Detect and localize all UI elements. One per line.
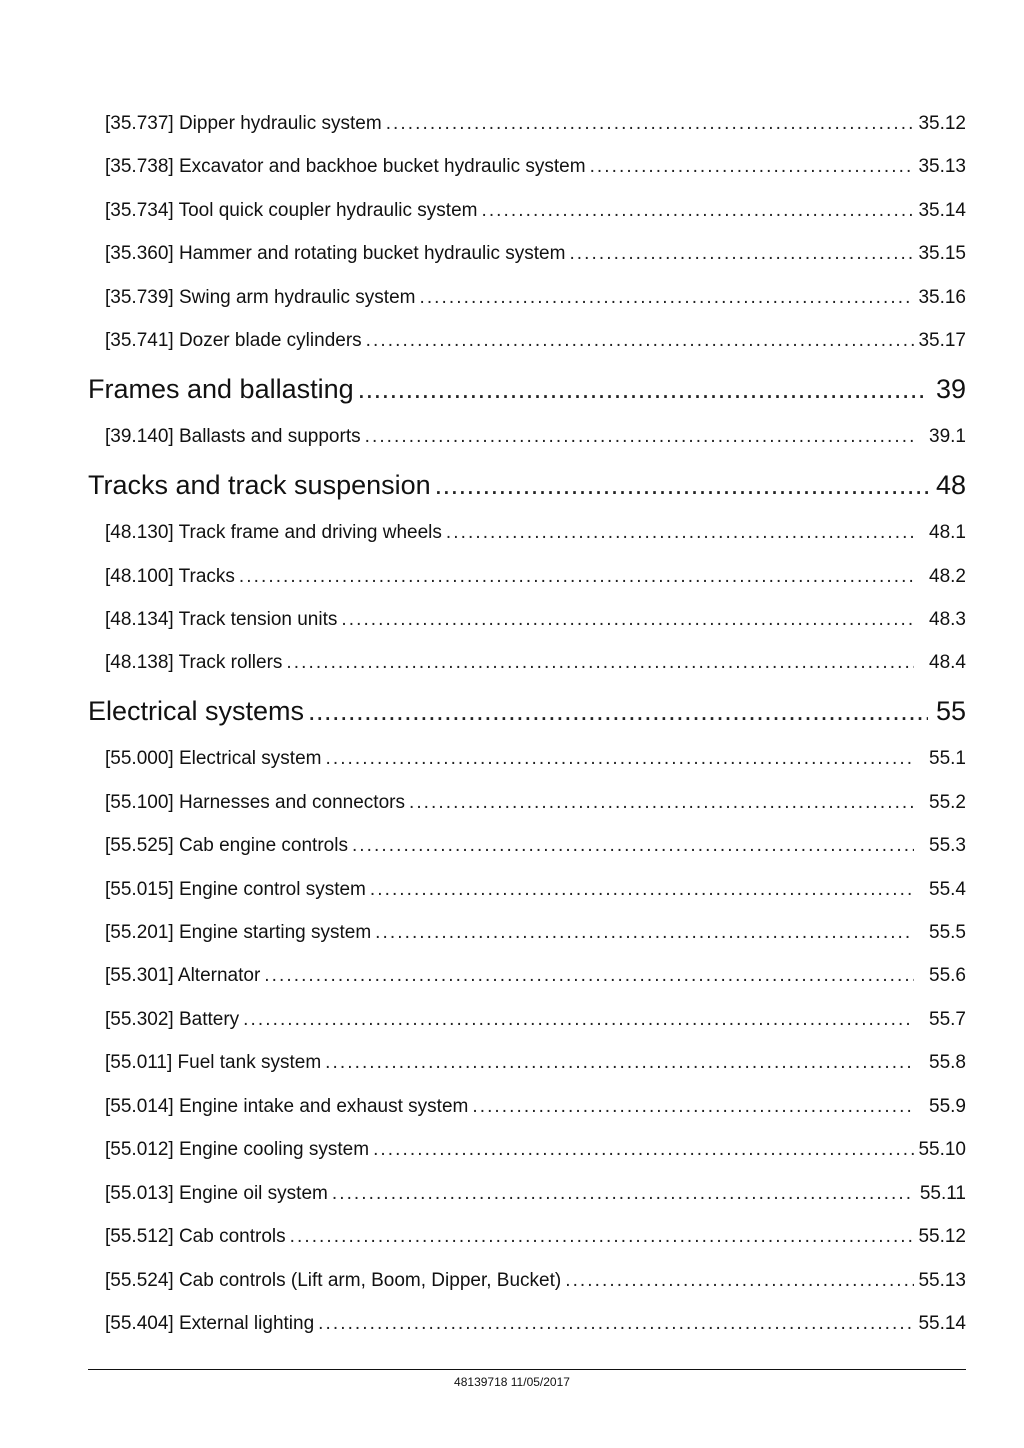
toc-entry-page: 55.4: [929, 879, 966, 900]
toc-entry-title: [39.140] Ballasts and supports: [105, 426, 361, 447]
toc-entry-title: [55.524] Cab controls (Lift arm, Boom, Dipper, Bucket): [105, 1270, 562, 1291]
leader-dots: [358, 374, 928, 405]
toc-entry-title: [35.738] Excavator and backhoe bucket hydraulic system: [105, 156, 586, 177]
toc-entry-page: 55.11: [919, 1183, 966, 1204]
toc-entry[interactable]: [105, 426, 966, 448]
toc-entry-page: 55.8: [929, 1052, 966, 1073]
toc-entry-title: [55.000] Electrical system: [105, 748, 322, 769]
leader-dots: [419, 287, 914, 309]
toc-entry[interactable]: [105, 879, 966, 901]
toc-entry-page: 35.12: [918, 113, 966, 134]
toc-entry[interactable]: [105, 1270, 966, 1292]
toc-entry-title: [55.302] Battery: [105, 1009, 240, 1030]
toc-entry-page: 55.7: [929, 1009, 966, 1030]
toc-entry-page: 48.2: [929, 566, 966, 587]
leader-dots: [264, 965, 914, 987]
toc-entry-title: [55.012] Engine cooling system: [105, 1139, 370, 1160]
toc-entry-page: 35.14: [918, 200, 966, 221]
footer-doc-ref: 48139718 11/05/2017: [454, 1375, 570, 1389]
toc-entry-page: 55.6: [929, 965, 966, 986]
toc-entry-page: 35.15: [918, 243, 966, 264]
toc-entry[interactable]: [105, 609, 966, 631]
toc-entry-page: 55.5: [929, 922, 966, 943]
toc-entry-page: 39.1: [929, 426, 966, 447]
toc-entry[interactable]: [105, 965, 966, 987]
toc-entry[interactable]: [105, 792, 966, 814]
toc-entry-title: [35.737] Dipper hydraulic system: [105, 113, 382, 134]
toc-entry[interactable]: [105, 1052, 966, 1074]
toc-entry[interactable]: [105, 1226, 966, 1248]
toc-entry[interactable]: [105, 113, 966, 135]
leader-dots: [375, 922, 914, 944]
leader-dots: [565, 1270, 914, 1292]
leader-dots: [472, 1096, 914, 1118]
toc-section-title: Electrical systems: [88, 696, 305, 726]
toc-entry-title: [55.100] Harnesses and connectors: [105, 792, 405, 813]
toc-entry[interactable]: [105, 748, 966, 770]
leader-dots: [373, 1139, 914, 1161]
leader-dots: [318, 1313, 914, 1335]
toc-entry[interactable]: [105, 156, 966, 178]
toc-entry-page: 55.13: [918, 1270, 966, 1291]
toc-entry-title: [55.015] Engine control system: [105, 879, 366, 900]
toc-entry[interactable]: [105, 330, 966, 352]
toc-entry-page: 35.17: [918, 330, 966, 351]
toc-section[interactable]: [88, 374, 966, 405]
leader-dots: [243, 1009, 914, 1031]
toc-entry[interactable]: [105, 200, 966, 222]
toc-entry-page: 55.3: [929, 835, 966, 856]
toc-entry-title: [35.741] Dozer blade cylinders: [105, 330, 362, 351]
toc-entry[interactable]: [105, 1313, 966, 1335]
leader-dots: [308, 696, 928, 727]
toc-entry-page: 55.2: [929, 792, 966, 813]
leader-dots: [481, 200, 914, 222]
toc-section-page: 48: [935, 470, 966, 500]
toc-entry-title: [55.013] Engine oil system: [105, 1183, 328, 1204]
toc-entry[interactable]: [105, 287, 966, 309]
toc-entry-title: [48.138] Track rollers: [105, 652, 283, 673]
toc-entry[interactable]: [105, 652, 966, 674]
toc-entry-title: [55.201] Engine starting system: [105, 922, 372, 943]
toc-entry-page: 55.10: [918, 1139, 966, 1160]
leader-dots: [286, 652, 914, 674]
toc-entry-title: [55.014] Engine intake and exhaust system: [105, 1096, 469, 1117]
toc-section-page: 39: [935, 374, 966, 404]
leader-dots: [341, 609, 914, 631]
toc-section-title: Tracks and track suspension: [88, 470, 431, 500]
toc-entry[interactable]: [105, 1183, 966, 1205]
toc-entry-title: [35.360] Hammer and rotating bucket hydraulic system: [105, 243, 566, 264]
leader-dots: [435, 470, 928, 501]
toc-entry-page: 48.4: [929, 652, 966, 673]
leader-dots: [370, 879, 914, 901]
toc-entry-page: 55.12: [918, 1226, 966, 1247]
toc-entry[interactable]: [105, 1009, 966, 1031]
toc-entry[interactable]: [105, 922, 966, 944]
leader-dots: [590, 156, 914, 178]
toc-entry-title: [48.134] Track tension units: [105, 609, 338, 630]
leader-dots: [365, 426, 914, 448]
toc-entry[interactable]: [105, 835, 966, 857]
toc-entry-page: 35.16: [918, 287, 966, 308]
toc-entry-page: 35.13: [918, 156, 966, 177]
toc-entry-title: [55.525] Cab engine controls: [105, 835, 348, 856]
toc-entry-title: [48.100] Tracks: [105, 566, 235, 587]
leader-dots: [332, 1183, 914, 1205]
leader-dots: [325, 1052, 914, 1074]
toc-entry-title: [55.404] External lighting: [105, 1313, 315, 1334]
toc-entry-page: 55.1: [929, 748, 966, 769]
leader-dots: [366, 330, 914, 352]
toc-entry-title: [48.130] Track frame and driving wheels: [105, 522, 442, 543]
toc-entry[interactable]: [105, 566, 966, 588]
toc-entry-page: 48.1: [929, 522, 966, 543]
footer-rule: [88, 1369, 966, 1370]
toc-entry-title: [55.512] Cab controls: [105, 1226, 286, 1247]
toc-section[interactable]: [88, 470, 966, 501]
leader-dots: [409, 792, 914, 814]
toc-entry-title: [35.739] Swing arm hydraulic system: [105, 287, 416, 308]
toc-entry-page: 48.3: [929, 609, 966, 630]
toc-entry[interactable]: [105, 522, 966, 544]
leader-dots: [239, 566, 914, 588]
leader-dots: [569, 243, 914, 265]
toc-entry[interactable]: [105, 1096, 966, 1118]
toc-entry-title: [55.301] Alternator: [105, 965, 261, 986]
toc-entry[interactable]: [105, 243, 966, 265]
toc-section-page: 55: [935, 696, 966, 726]
toc-entry[interactable]: [105, 1139, 966, 1161]
toc-entry-title: [35.734] Tool quick coupler hydraulic system: [105, 200, 478, 221]
leader-dots: [446, 522, 914, 544]
leader-dots: [352, 835, 914, 857]
leader-dots: [386, 113, 914, 135]
toc-entry-title: [55.011] Fuel tank system: [105, 1052, 322, 1073]
toc-section[interactable]: [88, 696, 966, 727]
leader-dots: [325, 748, 914, 770]
toc-entry-page: 55.14: [918, 1313, 966, 1334]
toc-section-title: Frames and ballasting: [88, 374, 354, 404]
leader-dots: [290, 1226, 914, 1248]
toc-entry-page: 55.9: [929, 1096, 966, 1117]
